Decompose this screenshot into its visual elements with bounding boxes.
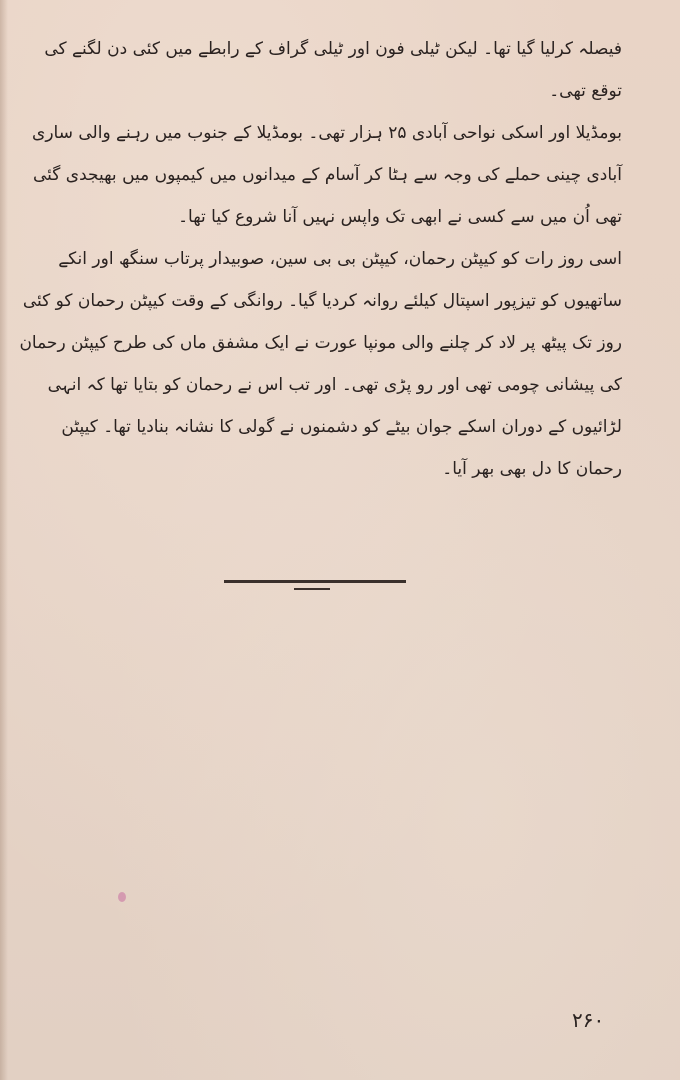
section-divider-accent: [294, 588, 330, 590]
page-number: ۲۶۰: [572, 1008, 605, 1032]
section-divider: [224, 580, 406, 583]
paragraph-2: بومڈیلا اور اسکی نواحی آبادی ۲۵ ہزار تھی۔ بومڈیلا کے جنوب میں رہنے والی ساری آبادی چینی حملے کی وجہ سے ہٹا کر آسام کے میدانوں میں کیمپوں میں بھیجدی گئی تھی اُن میں سے کسی نے ابھی تک واپس نہیں آنا شروع کیا تھا۔: [32, 123, 622, 227]
paragraph-3: اسی روز رات کو کیپٹن رحمان، کیپٹن بی بی سین، صوبیدار پرتاب سنگھ اور انکے ساتھیوں کو تیزپور اسپتال کیلئے روانہ کردیا گیا۔ روانگی کے وقت کیپٹن رحمان کو کئی روز تک پیٹھ پر لاد کر چلنے والی مونپا عورت نے ایک مشفق ماں کی طرح کیپٹن رحمان کی پیشانی چومی تھی اور رو پڑی تھی۔ اور تب اس نے رحمان کو بتایا تھا کہ انہی لڑائیوں کے دوران اسکے جوان بیٹے کو دشمنوں نے گولی کا نشانہ بنادیا تھا۔ کیپٹن رحمان کا دل بھی بھر آیا۔: [19, 249, 622, 479]
body-text: [14, 28, 622, 490]
page-edge-shadow: [0, 0, 8, 1080]
paragraph-1: فیصلہ کرلیا گیا تھا۔ لیکن ٹیلی فون اور ٹیلی گراف کے رابطے میں کئی دن لگنے کی توقع تھی۔: [44, 39, 622, 101]
ink-stain: [118, 892, 126, 902]
